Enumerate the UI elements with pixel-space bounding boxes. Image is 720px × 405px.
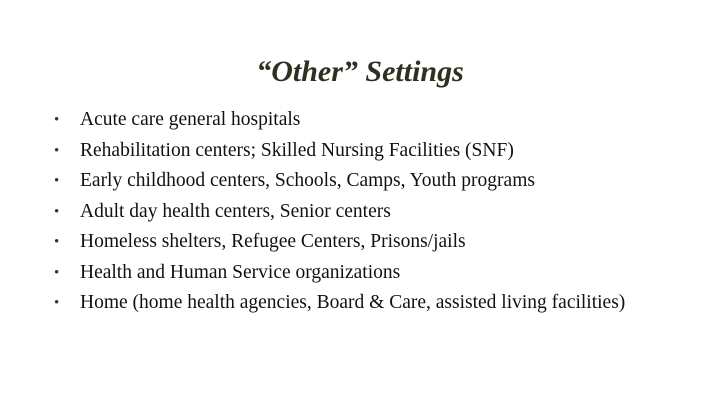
list-item-text: Home (home health agencies, Board & Care, assisted living facilities) (80, 292, 626, 313)
list-item (54, 200, 654, 224)
list-item (54, 291, 654, 315)
bullet-icon: • (54, 295, 60, 311)
list-item (54, 169, 654, 193)
list-item-text: Homeless shelters, Refugee Centers, Prisons/jails (80, 231, 466, 252)
slide-title: “Other” Settings (256, 55, 464, 88)
list-item-text: Adult day health centers, Senior centers (80, 200, 391, 222)
bullet-icon: • (54, 203, 60, 220)
list-item (54, 261, 654, 285)
list-item-text: Acute care general hospitals (80, 109, 301, 130)
list-item-text: Early childhood centers, Schools, Camps, Youth programs (80, 170, 535, 191)
list-item (54, 108, 654, 132)
bullet-icon: • (54, 264, 60, 281)
list-item (54, 139, 654, 163)
bullet-icon: • (54, 173, 60, 189)
list-item-text: Rehabilitation centers; Skilled Nursing Facilities (SNF) (80, 139, 514, 161)
list-item (54, 230, 654, 254)
bullet-icon: • (54, 234, 60, 250)
bullet-icon: • (54, 112, 60, 128)
bullet-list (54, 108, 654, 322)
list-item-text: Health and Human Service organizations (80, 261, 401, 283)
bullet-icon: • (54, 142, 60, 159)
